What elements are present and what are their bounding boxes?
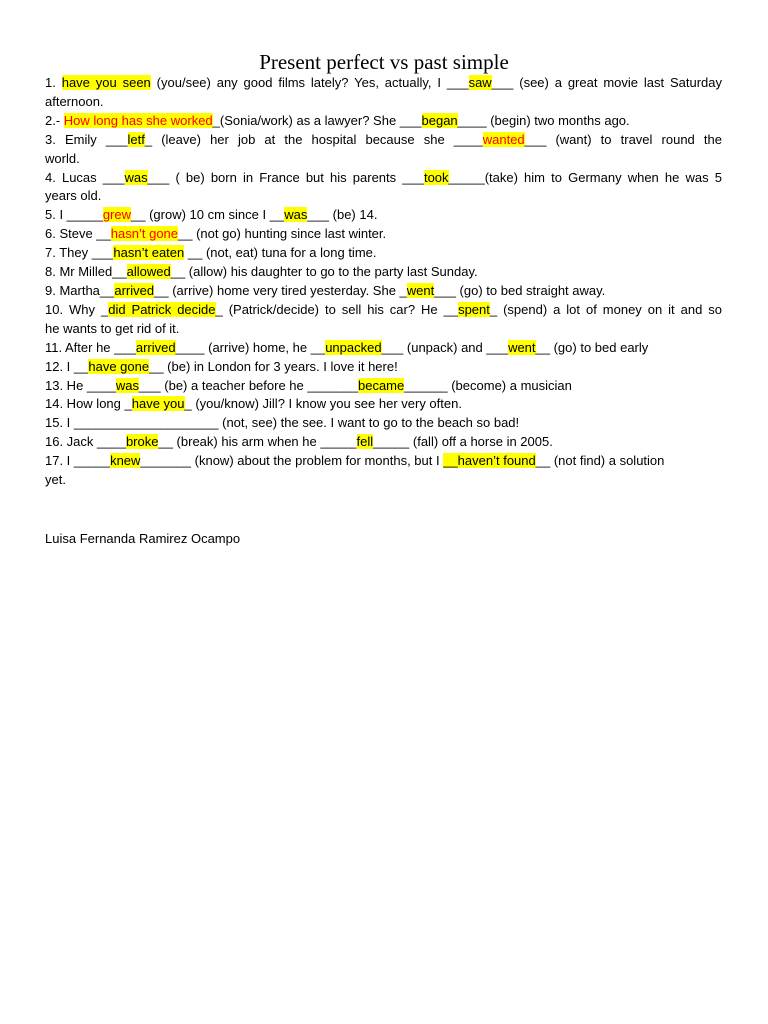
sentence-text: _____ (fall) off a horse in 2005. [373, 434, 553, 450]
answer-text: hasn’t gone [110, 226, 179, 242]
exercise-line [45, 74, 722, 93]
sentence-text: ___ (see) a great movie last Saturday [491, 75, 722, 90]
sentence-text: ______ (become) a musician [404, 377, 572, 393]
sentence-text: 16. Jack ____ [45, 434, 126, 450]
answer-text: have gone [88, 358, 150, 374]
exercise-line [45, 131, 722, 150]
answer-text: arrived [114, 282, 155, 298]
answer-text: wanted [482, 131, 525, 147]
sentence-text: 3. Emily ___ [45, 131, 128, 147]
exercise-line [45, 471, 722, 490]
sentence-text: 7. They ___ [45, 245, 114, 261]
sentence-text: __ (not, eat) tuna for a long time. [184, 245, 377, 261]
answer-text: have you [131, 396, 185, 412]
sentence-text: __ (arrive) home very tired yesterday. She _ [154, 282, 407, 298]
answer-text: went [406, 282, 435, 298]
exercise-line [45, 206, 722, 225]
exercise-line [45, 452, 722, 471]
sentence-text: ___ (go) to bed straight away. [434, 282, 606, 298]
exercise-line [45, 93, 722, 112]
author-name: Luisa Fernanda Ramirez Ocampo [45, 531, 241, 546]
exercise-line [45, 301, 722, 320]
exercise-line [45, 377, 722, 396]
sentence-text: 11. After he ___ [45, 339, 136, 355]
exercise-list [45, 74, 722, 490]
exercise-line [45, 395, 722, 414]
answer-text: unpacked [325, 339, 382, 355]
answer-text: fell [356, 434, 374, 450]
sentence-text: 5. I _____ [45, 207, 103, 223]
sentence-text: __ (not go) hunting since last winter. [178, 226, 387, 242]
sentence-text: yet. [45, 472, 66, 488]
sentence-text: ___ (unpack) and ___ [381, 339, 509, 355]
sentence-text: __ (grow) 10 cm since I __ [131, 207, 285, 223]
sentence-text: 15. I ____________________ (not, see) the see. I want to go to the beach so bad! [45, 415, 520, 431]
answer-text: allowed [126, 264, 171, 280]
sentence-text: years old. [45, 188, 102, 204]
exercise-line [45, 169, 722, 188]
sentence-text: (you/see) any good films lately? Yes, actually, I ___ [150, 75, 469, 90]
sentence-text: __ (be) in London for 3 years. I love it here! [149, 358, 398, 374]
sentence-text: 13. He ____ [45, 377, 116, 393]
sentence-text: __ (allow) his daughter to go to the party last Sunday. [170, 264, 478, 280]
sentence-text: _____(take) him to Germany when he was 5 [448, 169, 722, 185]
answer-text: did Patrick decide [108, 301, 216, 317]
answer-text: went [508, 339, 536, 355]
sentence-text: 9. Martha__ [45, 282, 115, 298]
answer-text: How long has she worked [63, 112, 213, 128]
sentence-text: he wants to get rid of it. [45, 320, 180, 336]
sentence-text: _ (leave) her job at the hospital because she ____ [144, 131, 483, 147]
exercise-line [45, 225, 722, 244]
answer-text: grew [102, 207, 132, 223]
sentence-text: world. [45, 150, 80, 166]
answer-text: became [357, 377, 405, 393]
exercise-line [45, 339, 722, 358]
sentence-text: 17. I _____ [45, 453, 111, 469]
answer-text: __haven’t found [443, 453, 536, 469]
sentence-text: 4. Lucas ___ [45, 169, 125, 185]
sentence-text: 10. Why _ [45, 301, 109, 317]
sentence-text: _______ (know) about the problem for months, but I [140, 453, 444, 469]
sentence-text: _ (Patrick/decide) to sell his car? He __ [215, 301, 459, 317]
sentence-text: _ (you/know) Jill? I know you see her very often. [184, 396, 462, 412]
answer-text: was [124, 169, 148, 185]
sentence-text: ___ (want) to travel round the [524, 131, 722, 147]
sentence-text: __ (go) to bed early [535, 339, 649, 355]
exercise-line [45, 358, 722, 377]
sentence-text: ___ (be) 14. [307, 207, 378, 223]
sentence-text: _ (spend) a lot of money on it and so [489, 301, 722, 317]
exercise-line [45, 433, 722, 452]
page-title: Present perfect vs past simple [259, 50, 509, 74]
answer-text: saw [468, 75, 492, 90]
answer-text: knew [110, 453, 141, 469]
exercise-line [45, 244, 722, 263]
answer-text: broke [125, 434, 159, 450]
sentence-text: afternoon. [45, 93, 104, 109]
sentence-text: ____ (arrive) home, he __ [175, 339, 326, 355]
sentence-text: 14. How long _ [45, 396, 132, 412]
sentence-text: ___ ( be) born in France but his parents ___ [147, 169, 424, 185]
exercise-line [45, 320, 722, 339]
answer-text: arrived [135, 339, 176, 355]
answer-text: have you seen [61, 75, 151, 90]
exercise-line [45, 187, 722, 206]
answer-text: letf [127, 131, 145, 147]
sentence-text: _(Sonia/work) as a lawyer? She ___ [212, 112, 422, 128]
exercise-line [45, 282, 722, 301]
answer-text: took [423, 169, 449, 185]
answer-text: was [115, 377, 139, 393]
answer-text: was [284, 207, 308, 223]
sentence-text: __ (break) his arm when he _____ [158, 434, 357, 450]
answer-text: began [421, 112, 458, 128]
sentence-text: ____ (begin) two months ago. [457, 112, 630, 128]
sentence-text: 12. I __ [45, 358, 89, 374]
sentence-text: ___ (be) a teacher before he _______ [138, 377, 358, 393]
sentence-text: __ (not find) a solution [535, 453, 665, 469]
answer-text: hasn’t eaten [113, 245, 185, 261]
sentence-text: 6. Steve __ [45, 226, 111, 242]
sentence-text: 2.- [45, 112, 64, 128]
sentence-text: 1. [45, 75, 62, 90]
exercise-line [45, 112, 722, 131]
sentence-text: 8. Mr Milled__ [45, 264, 127, 280]
answer-text: spent [458, 301, 490, 317]
exercise-line [45, 150, 722, 169]
exercise-line [45, 414, 722, 433]
exercise-line [45, 263, 722, 282]
